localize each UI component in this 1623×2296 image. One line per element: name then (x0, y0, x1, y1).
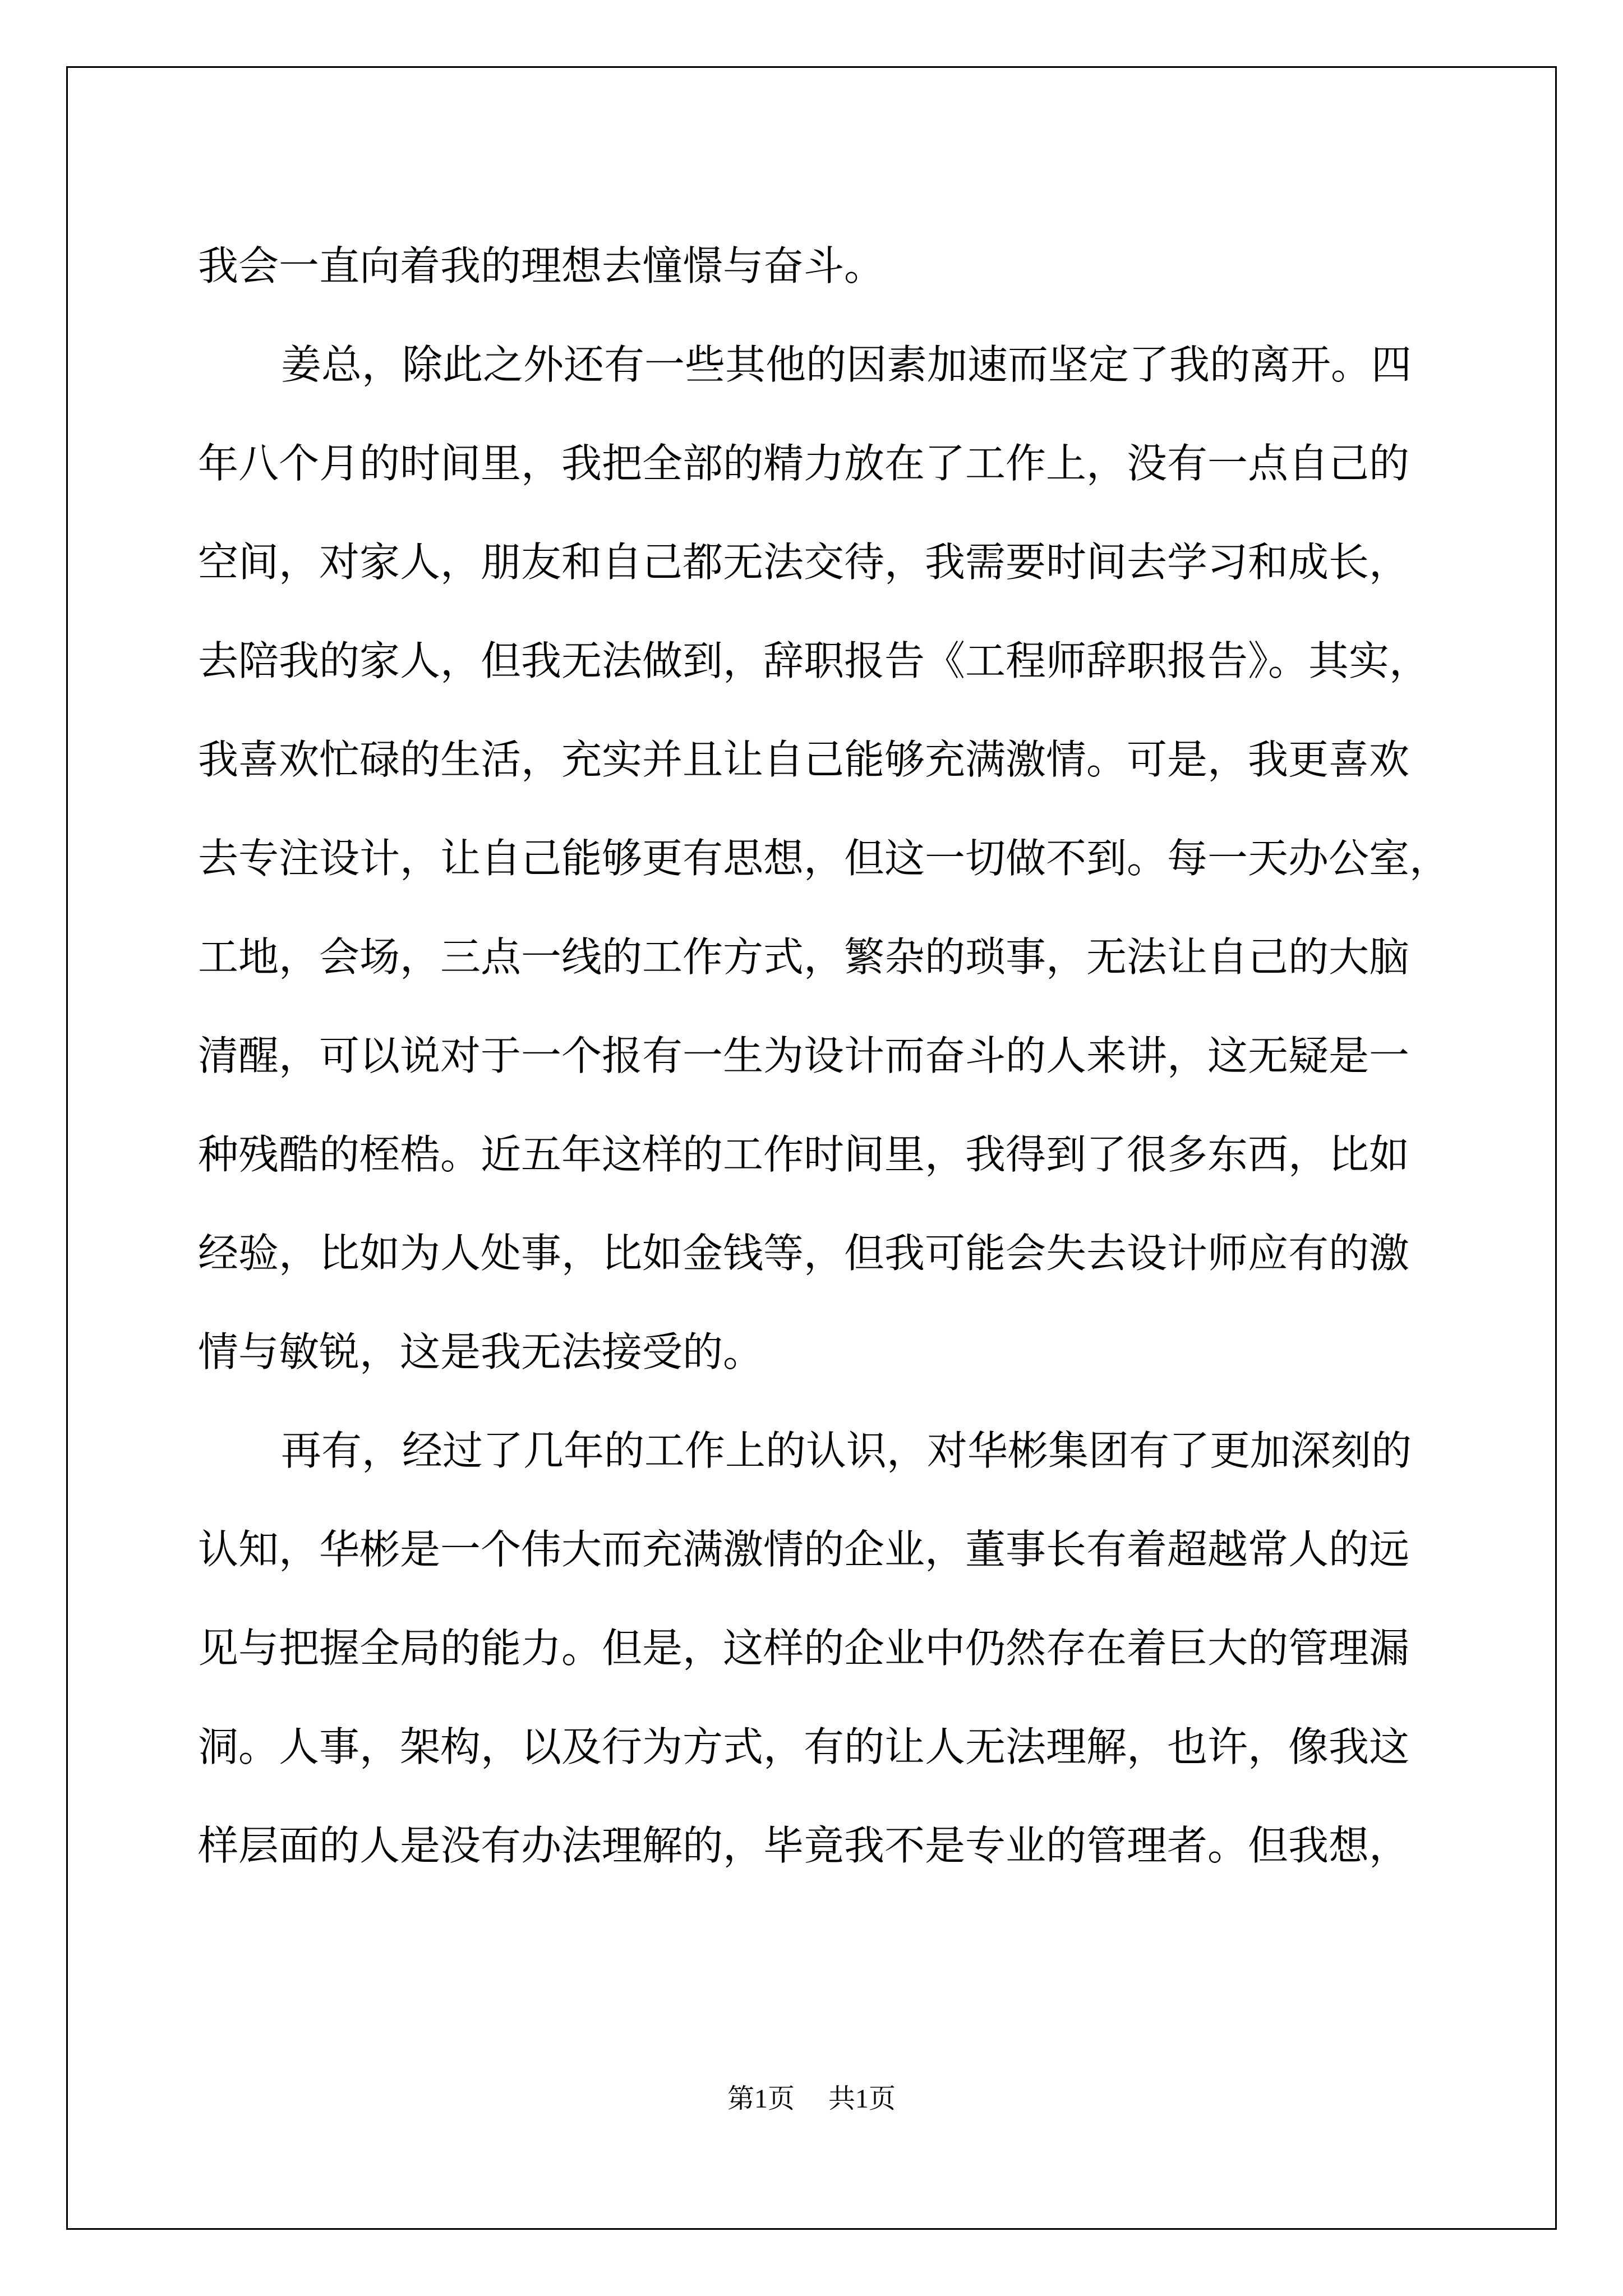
text-line: 情与敏锐，这是我无法接受的。 (198, 1328, 764, 1375)
text-line: 去专注设计，让自己能够更有思想，但这一切做不到。每一天办公室， (198, 835, 1450, 882)
text-line: 样层面的人是没有办法理解的，毕竟我不是专业的管理者。但我想， (198, 1822, 1410, 1869)
page-footer (0, 2082, 1623, 2116)
text-line: 经验，比如为人处事，比如金钱等，但我可能会失去设计师应有的激 (198, 1230, 1410, 1277)
text-line: 认知，华彬是一个伟大而充满激情的企业，董事长有着超越常人的远 (198, 1526, 1410, 1573)
text-line: 去陪我的家人，但我无法做到，辞职报告《工程师辞职报告》。其实， (198, 637, 1430, 684)
text-line: 年八个月的时间里，我把全部的精力放在了工作上，没有一点自己的 (198, 440, 1410, 487)
text-line: 我喜欢忙碌的生活，充实并且让自己能够充满激情。可是，我更喜欢 (198, 736, 1410, 783)
document-body (198, 217, 1449, 1895)
text-line: 再有，经过了几年的工作上的认识，对华彬集团有了更加深刻的 (281, 1427, 1412, 1474)
text-line: 空间，对家人，朋友和自己都无法交待，我需要时间去学习和成长， (198, 539, 1410, 586)
text-line: 见与把握全局的能力。但是，这样的企业中仍然存在着巨大的管理漏 (198, 1625, 1410, 1672)
text-line: 我会一直向着我的理想去憧憬与奋斗。 (198, 242, 885, 289)
text-line: 姜总，除此之外还有一些其他的因素加速而坚定了我的离开。四 (281, 341, 1412, 388)
page-number: 第1页 (727, 2084, 795, 2114)
text-line: 洞。人事，架构，以及行为方式，有的让人无法理解，也许，像我这 (198, 1723, 1410, 1770)
text-line: 清醒，可以说对于一个报有一生为设计而奋斗的人来讲，这无疑是一 (198, 1032, 1410, 1079)
text-line: 工地，会场，三点一线的工作方式，繁杂的琐事，无法让自己的大脑 (198, 933, 1410, 981)
text-line: 种残酷的桎梏。近五年这样的工作时间里，我得到了很多东西，比如 (198, 1131, 1410, 1178)
page-total: 共1页 (828, 2084, 896, 2114)
